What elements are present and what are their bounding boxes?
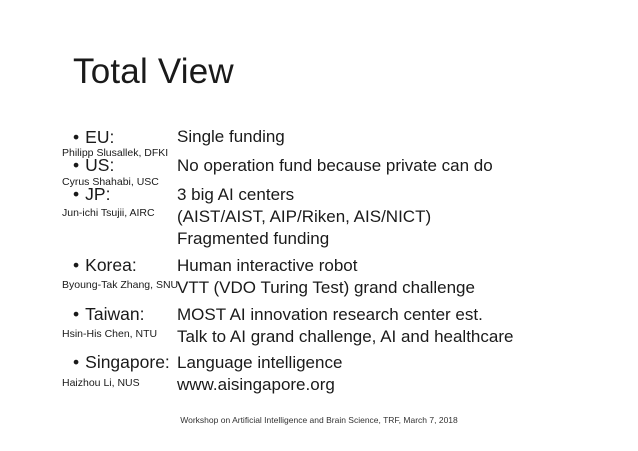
desc-line: www.aisingapore.org	[177, 375, 335, 394]
person-korea: Byoung-Tak Zhang, SNU	[62, 279, 179, 291]
desc-us	[177, 155, 493, 177]
bullet-icon: •	[73, 304, 80, 324]
desc-line: Single funding	[177, 127, 285, 146]
desc-line: MOST AI innovation research center est.	[177, 305, 483, 324]
region-us	[73, 155, 114, 176]
bullet-icon: •	[73, 352, 80, 372]
person-singapore: Haizhou Li, NUS	[62, 377, 140, 389]
desc-taiwan	[177, 304, 513, 348]
slide-title: Total View	[73, 52, 234, 91]
bullet-icon: •	[73, 184, 80, 204]
desc-line: VTT (VDO Turing Test) grand challenge	[177, 278, 475, 297]
region-taiwan	[73, 304, 144, 325]
person-eu: Philipp Slusallek, DFKI	[62, 147, 169, 159]
region-korea	[73, 255, 137, 276]
region-label: Singapore:	[85, 352, 170, 372]
slide-footer: Workshop on Artificial Intelligence and Brain Science, TRF, March 7, 2018	[180, 415, 458, 425]
desc-line: No operation fund because private can do	[177, 156, 493, 175]
region-jp	[73, 184, 110, 205]
desc-singapore	[177, 352, 342, 396]
desc-line: Fragmented funding	[177, 229, 330, 248]
region-label: US:	[85, 155, 115, 175]
region-eu	[73, 127, 114, 148]
desc-line: Language intelligence	[177, 353, 343, 372]
person-jp: Jun-ichi Tsujii, AIRC	[62, 207, 155, 219]
person-taiwan: Hsin-His Chen, NTU	[62, 328, 158, 340]
bullet-icon: •	[73, 155, 80, 175]
region-label: Taiwan:	[85, 304, 145, 324]
desc-line: Talk to AI grand challenge, AI and healthcare	[177, 327, 514, 346]
desc-line: 3 big AI centers	[177, 185, 295, 204]
region-label: Korea:	[85, 255, 137, 275]
person-us: Cyrus Shahabi, USC	[62, 176, 159, 188]
bullet-icon: •	[73, 255, 80, 275]
region-label: EU:	[85, 127, 115, 147]
desc-korea	[177, 255, 475, 299]
desc-line: Human interactive robot	[177, 256, 358, 275]
region-label: JP:	[85, 184, 111, 204]
desc-jp	[177, 184, 431, 250]
desc-eu	[177, 126, 285, 148]
bullet-icon: •	[73, 127, 80, 147]
region-singapore	[73, 352, 170, 373]
desc-line: (AIST/AIST, AIP/Riken, AIS/NICT)	[177, 207, 432, 226]
